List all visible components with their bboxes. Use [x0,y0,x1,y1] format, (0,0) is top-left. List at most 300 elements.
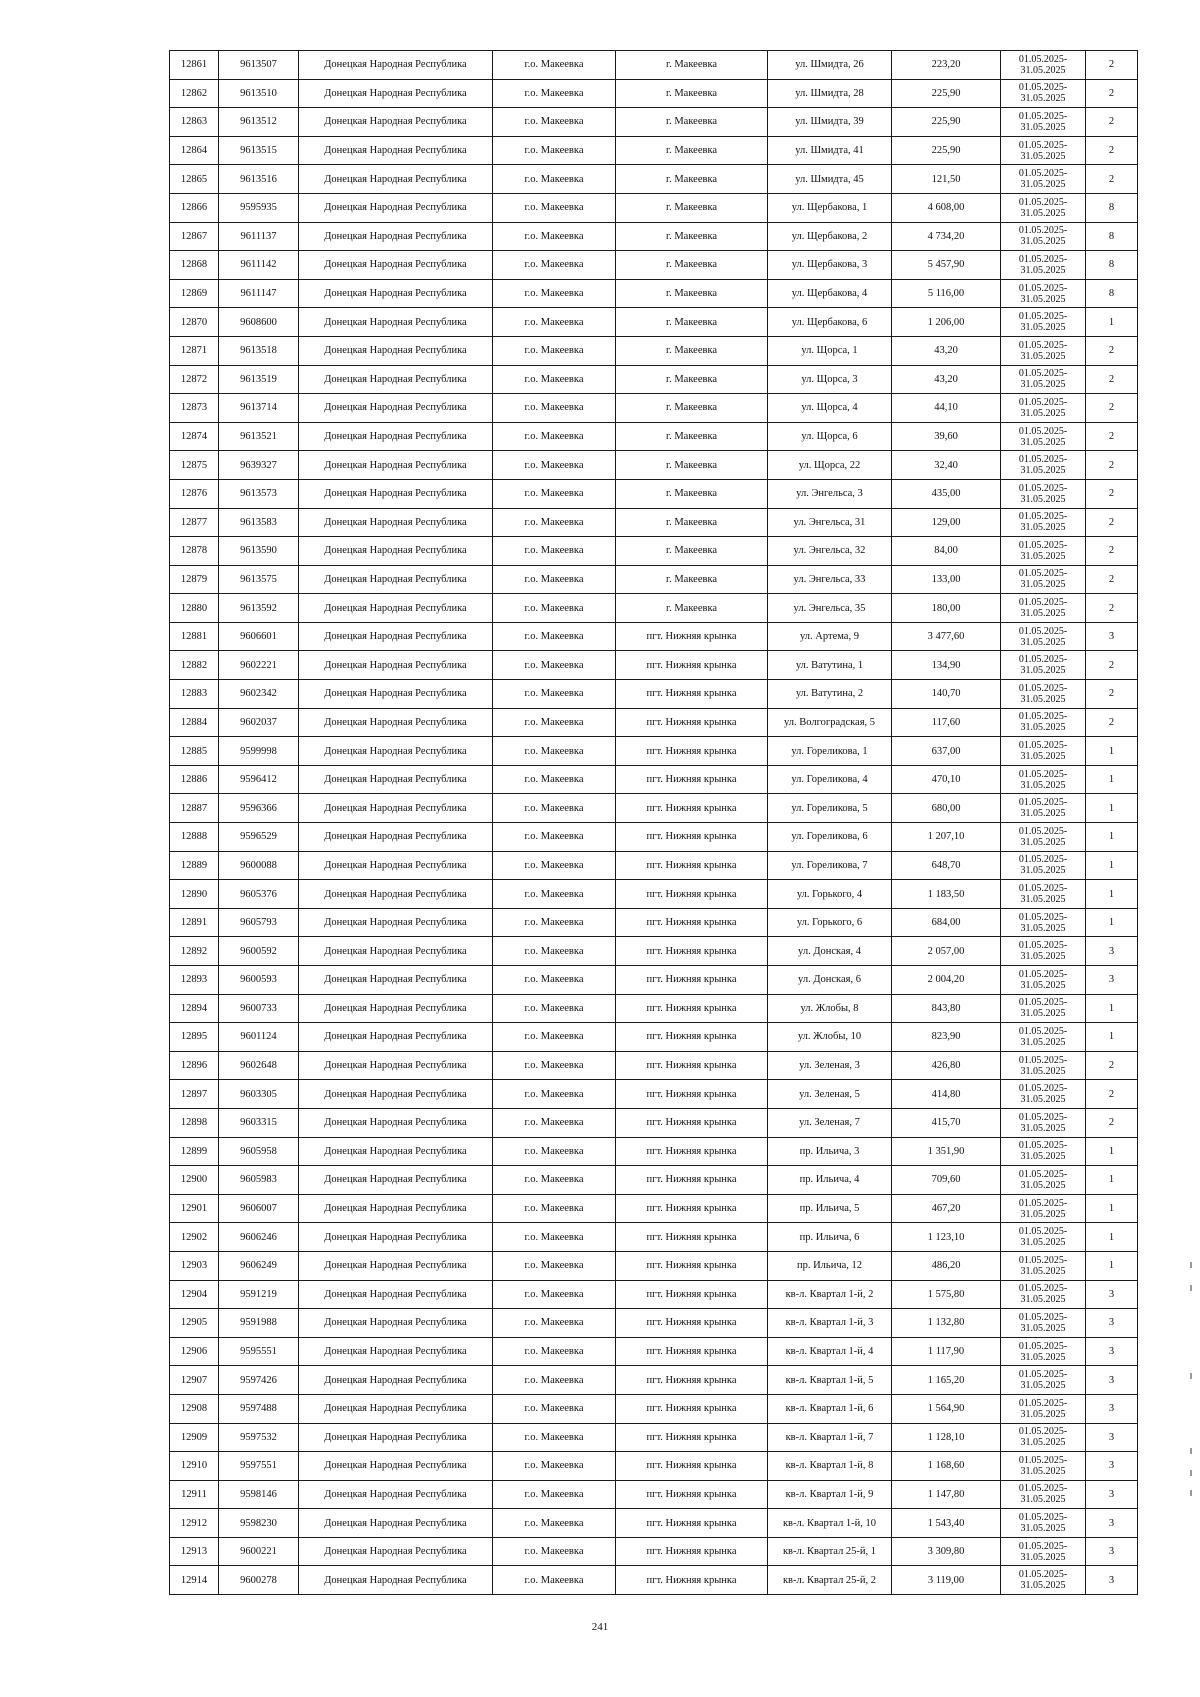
table-row [170,451,1138,480]
region-cell: Донецкая Народная Республика [299,1366,493,1395]
area-cell: 3 119,00 [892,1566,1001,1595]
period-start: 01.05.2025- [1018,454,1068,466]
period-start: 01.05.2025- [1018,1569,1068,1581]
region-cell: Донецкая Народная Республика [299,908,493,937]
count-cell: 2 [1086,1108,1138,1137]
region-cell: Донецкая Народная Республика [299,79,493,108]
period-end: 31.05.2025 [1020,522,1066,534]
address-cell: ул. Жлобы, 8 [768,994,892,1023]
district-cell: г.о. Макеевка [493,51,616,80]
locality-cell: пгт. Нижняя крынка [616,1137,768,1166]
area-cell: 225,90 [892,108,1001,137]
period-cell [1001,508,1086,537]
row-number-cell: 12873 [170,394,219,423]
count-cell: 3 [1086,1480,1138,1509]
period-end: 31.05.2025 [1020,1494,1066,1506]
count-cell: 2 [1086,336,1138,365]
address-cell: ул. Щербакова, 2 [768,222,892,251]
period-start: 01.05.2025- [1018,1369,1068,1381]
region-cell: Донецкая Народная Республика [299,765,493,794]
scan-artifact [1190,1490,1192,1496]
object-code-cell: 9613515 [219,136,299,165]
period-cell [1001,222,1086,251]
row-number-cell: 12887 [170,794,219,823]
period-start: 01.05.2025- [1018,1254,1068,1266]
count-cell: 2 [1086,1080,1138,1109]
address-cell: ул. Донская, 6 [768,966,892,995]
table-row [170,937,1138,966]
row-number-cell: 12872 [170,365,219,394]
district-cell: г.о. Макеевка [493,1394,616,1423]
period-cell [1001,1280,1086,1309]
period-cell [1001,1108,1086,1137]
period-end: 31.05.2025 [1020,436,1066,448]
address-cell: ул. Шмидта, 28 [768,79,892,108]
count-cell: 3 [1086,1394,1138,1423]
area-cell: 39,60 [892,422,1001,451]
row-number-cell: 12876 [170,479,219,508]
region-cell: Донецкая Народная Республика [299,136,493,165]
row-number-cell: 12908 [170,1394,219,1423]
period-end: 31.05.2025 [1020,236,1066,248]
locality-cell: пгт. Нижняя крынка [616,765,768,794]
row-number-cell: 12869 [170,279,219,308]
count-cell: 3 [1086,1452,1138,1481]
district-cell: г.о. Макеевка [493,79,616,108]
address-cell: кв-л. Квартал 1-й, 7 [768,1423,892,1452]
area-cell: 415,70 [892,1108,1001,1137]
period-start: 01.05.2025- [1018,768,1068,780]
table-row [170,1566,1138,1595]
region-cell: Донецкая Народная Республика [299,994,493,1023]
table-row [170,908,1138,937]
locality-cell: пгт. Нижняя крынка [616,1023,768,1052]
area-cell: 426,80 [892,1051,1001,1080]
region-cell: Донецкая Народная Республика [299,565,493,594]
scan-artifact [1190,1448,1192,1454]
district-cell: г.о. Макеевка [493,451,616,480]
locality-cell: пгт. Нижняя крынка [616,1337,768,1366]
address-cell: ул. Гореликова, 6 [768,823,892,852]
object-code-cell: 9603305 [219,1080,299,1109]
period-start: 01.05.2025- [1018,339,1068,351]
table-row [170,365,1138,394]
object-code-cell: 9606601 [219,622,299,651]
period-cell [1001,365,1086,394]
area-cell: 223,20 [892,51,1001,80]
table-row [170,1080,1138,1109]
period-end: 31.05.2025 [1020,407,1066,419]
table-row [170,1509,1138,1538]
region-cell: Донецкая Народная Республика [299,1337,493,1366]
period-start: 01.05.2025- [1018,168,1068,180]
table-row [170,794,1138,823]
object-code-cell: 9605793 [219,908,299,937]
address-cell: ул. Гореликова, 4 [768,765,892,794]
table-row [170,51,1138,80]
period-start: 01.05.2025- [1018,1311,1068,1323]
locality-cell: г. Макеевка [616,108,768,137]
address-cell: ул. Гореликова, 7 [768,851,892,880]
region-cell: Донецкая Народная Республика [299,165,493,194]
period-end: 31.05.2025 [1020,1208,1066,1220]
period-end: 31.05.2025 [1020,1580,1066,1592]
address-cell: ул. Зеленая, 3 [768,1051,892,1080]
area-cell: 1 117,90 [892,1337,1001,1366]
period-start: 01.05.2025- [1018,1140,1068,1152]
district-cell: г.о. Макеевка [493,794,616,823]
count-cell: 2 [1086,508,1138,537]
period-end: 31.05.2025 [1020,379,1066,391]
locality-cell: г. Макеевка [616,308,768,337]
locality-cell: пгт. Нижняя крынка [616,1280,768,1309]
row-number-cell: 12889 [170,851,219,880]
period-cell [1001,1423,1086,1452]
period-start: 01.05.2025- [1018,1340,1068,1352]
district-cell: г.о. Макеевка [493,565,616,594]
district-cell: г.о. Макеевка [493,1309,616,1338]
period-cell [1001,479,1086,508]
object-code-cell: 9602037 [219,708,299,737]
district-cell: г.о. Макеевка [493,1423,616,1452]
table-row [170,308,1138,337]
table-row [170,279,1138,308]
table-row [170,851,1138,880]
table-row [170,1223,1138,1252]
region-cell: Донецкая Народная Республика [299,394,493,423]
scan-artifact [1190,1262,1192,1268]
address-cell: ул. Зеленая, 5 [768,1080,892,1109]
object-code-cell: 9597532 [219,1423,299,1452]
period-start: 01.05.2025- [1018,1226,1068,1238]
area-cell: 823,90 [892,1023,1001,1052]
period-cell [1001,1023,1086,1052]
area-cell: 180,00 [892,594,1001,623]
region-cell: Донецкая Народная Республика [299,1309,493,1338]
count-cell: 1 [1086,1166,1138,1195]
area-cell: 1 351,90 [892,1137,1001,1166]
count-cell: 1 [1086,994,1138,1023]
count-cell: 1 [1086,823,1138,852]
table-row [170,994,1138,1023]
district-cell: г.о. Макеевка [493,136,616,165]
object-code-cell: 9600221 [219,1537,299,1566]
table-row [170,565,1138,594]
table-row [170,651,1138,680]
locality-cell: пгт. Нижняя крынка [616,1080,768,1109]
object-code-cell: 9613519 [219,365,299,394]
object-code-cell: 9601124 [219,1023,299,1052]
table-row [170,1166,1138,1195]
period-end: 31.05.2025 [1020,465,1066,477]
locality-cell: пгт. Нижняя крынка [616,1423,768,1452]
row-number-cell: 12902 [170,1223,219,1252]
area-cell: 1 165,20 [892,1366,1001,1395]
period-end: 31.05.2025 [1020,493,1066,505]
count-cell: 3 [1086,937,1138,966]
row-number-cell: 12890 [170,880,219,909]
period-end: 31.05.2025 [1020,1265,1066,1277]
locality-cell: г. Макеевка [616,279,768,308]
locality-cell: г. Макеевка [616,79,768,108]
period-cell [1001,1480,1086,1509]
table-row [170,79,1138,108]
object-code-cell: 9591988 [219,1309,299,1338]
count-cell: 1 [1086,308,1138,337]
row-number-cell: 12878 [170,537,219,566]
district-cell: г.о. Макеевка [493,765,616,794]
district-cell: г.о. Макеевка [493,394,616,423]
registry-sheet [169,50,1138,1595]
district-cell: г.о. Макеевка [493,422,616,451]
region-cell: Донецкая Народная Республика [299,708,493,737]
period-cell [1001,994,1086,1023]
district-cell: г.о. Макеевка [493,1251,616,1280]
locality-cell: пгт. Нижняя крынка [616,737,768,766]
area-cell: 470,10 [892,765,1001,794]
row-number-cell: 12874 [170,422,219,451]
object-code-cell: 9613521 [219,422,299,451]
area-cell: 1 543,40 [892,1509,1001,1538]
period-cell [1001,966,1086,995]
locality-cell: г. Макеевка [616,594,768,623]
region-cell: Донецкая Народная Республика [299,1023,493,1052]
region-cell: Донецкая Народная Республика [299,479,493,508]
address-cell: ул. Ватутина, 2 [768,680,892,709]
count-cell: 2 [1086,451,1138,480]
period-end: 31.05.2025 [1020,1122,1066,1134]
object-code-cell: 9613575 [219,565,299,594]
count-cell: 2 [1086,79,1138,108]
district-cell: г.о. Макеевка [493,1051,616,1080]
district-cell: г.о. Макеевка [493,1023,616,1052]
row-number-cell: 12879 [170,565,219,594]
count-cell: 1 [1086,1137,1138,1166]
period-cell [1001,1452,1086,1481]
object-code-cell: 9605376 [219,880,299,909]
district-cell: г.о. Макеевка [493,222,616,251]
period-start: 01.05.2025- [1018,1426,1068,1438]
scan-artifact [1190,1285,1192,1291]
address-cell: ул. Донская, 4 [768,937,892,966]
period-start: 01.05.2025- [1018,196,1068,208]
district-cell: г.о. Макеевка [493,994,616,1023]
area-cell: 843,80 [892,994,1001,1023]
row-number-cell: 12895 [170,1023,219,1052]
page-number: 241 [591,1621,609,1633]
region-cell: Донецкая Народная Республика [299,336,493,365]
table-row [170,1452,1138,1481]
period-end: 31.05.2025 [1020,608,1066,620]
count-cell: 3 [1086,1537,1138,1566]
area-cell: 4 608,00 [892,193,1001,222]
period-start: 01.05.2025- [1018,1540,1068,1552]
period-cell [1001,537,1086,566]
district-cell: г.о. Макеевка [493,651,616,680]
locality-cell: г. Макеевка [616,165,768,194]
period-start: 01.05.2025- [1018,282,1068,294]
area-cell: 4 734,20 [892,222,1001,251]
count-cell: 2 [1086,365,1138,394]
object-code-cell: 9613507 [219,51,299,80]
period-end: 31.05.2025 [1020,922,1066,934]
count-cell: 2 [1086,537,1138,566]
period-start: 01.05.2025- [1018,1454,1068,1466]
count-cell: 1 [1086,765,1138,794]
row-number-cell: 12894 [170,994,219,1023]
period-cell [1001,422,1086,451]
count-cell: 2 [1086,594,1138,623]
locality-cell: пгт. Нижняя крынка [616,794,768,823]
address-cell: пр. Ильича, 5 [768,1194,892,1223]
period-cell [1001,1194,1086,1223]
area-cell: 648,70 [892,851,1001,880]
object-code-cell: 9613583 [219,508,299,537]
region-cell: Донецкая Народная Республика [299,308,493,337]
period-start: 01.05.2025- [1018,597,1068,609]
district-cell: г.о. Макеевка [493,308,616,337]
count-cell: 2 [1086,1051,1138,1080]
area-cell: 1 206,00 [892,308,1001,337]
locality-cell: пгт. Нижняя крынка [616,994,768,1023]
address-cell: ул. Артема, 9 [768,622,892,651]
period-cell [1001,1166,1086,1195]
locality-cell: пгт. Нижняя крынка [616,1452,768,1481]
table-row [170,1251,1138,1280]
district-cell: г.о. Макеевка [493,108,616,137]
period-end: 31.05.2025 [1020,1380,1066,1392]
object-code-cell: 9611137 [219,222,299,251]
district-cell: г.о. Макеевка [493,1366,616,1395]
region-cell: Донецкая Народная Республика [299,594,493,623]
address-cell: ул. Шмидта, 45 [768,165,892,194]
region-cell: Донецкая Народная Республика [299,422,493,451]
period-start: 01.05.2025- [1018,511,1068,523]
object-code-cell: 9597551 [219,1452,299,1481]
table-row [170,1280,1138,1309]
period-end: 31.05.2025 [1020,179,1066,191]
area-cell: 3 309,80 [892,1537,1001,1566]
region-cell: Донецкая Народная Республика [299,365,493,394]
row-number-cell: 12880 [170,594,219,623]
period-cell [1001,765,1086,794]
region-cell: Донецкая Народная Республика [299,737,493,766]
period-end: 31.05.2025 [1020,636,1066,648]
period-cell [1001,1051,1086,1080]
region-cell: Донецкая Народная Республика [299,451,493,480]
object-code-cell: 9600592 [219,937,299,966]
district-cell: г.о. Макеевка [493,1166,616,1195]
row-number-cell: 12881 [170,622,219,651]
row-number-cell: 12909 [170,1423,219,1452]
locality-cell: пгт. Нижняя крынка [616,1509,768,1538]
period-start: 01.05.2025- [1018,1168,1068,1180]
district-cell: г.о. Макеевка [493,279,616,308]
table-row [170,1194,1138,1223]
address-cell: ул. Шмидта, 39 [768,108,892,137]
period-start: 01.05.2025- [1018,968,1068,980]
table-row [170,508,1138,537]
table-row [170,594,1138,623]
table-row [170,336,1138,365]
period-cell [1001,451,1086,480]
locality-cell: пгт. Нижняя крынка [616,880,768,909]
object-code-cell: 9613518 [219,336,299,365]
object-code-cell: 9602342 [219,680,299,709]
area-cell: 225,90 [892,79,1001,108]
object-code-cell: 9598230 [219,1509,299,1538]
object-code-cell: 9591219 [219,1280,299,1309]
period-start: 01.05.2025- [1018,1111,1068,1123]
period-end: 31.05.2025 [1020,93,1066,105]
row-number-cell: 12888 [170,823,219,852]
count-cell: 2 [1086,108,1138,137]
area-cell: 2 004,20 [892,966,1001,995]
row-number-cell: 12896 [170,1051,219,1080]
count-cell: 1 [1086,1223,1138,1252]
area-cell: 133,00 [892,565,1001,594]
period-start: 01.05.2025- [1018,997,1068,1009]
period-end: 31.05.2025 [1020,350,1066,362]
period-cell [1001,279,1086,308]
area-cell: 5 457,90 [892,251,1001,280]
table-row [170,1137,1138,1166]
region-cell: Донецкая Народная Республика [299,1137,493,1166]
row-number-cell: 12884 [170,708,219,737]
row-number-cell: 12893 [170,966,219,995]
address-cell: ул. Гореликова, 5 [768,794,892,823]
area-cell: 467,20 [892,1194,1001,1223]
locality-cell: пгт. Нижняя крынка [616,1251,768,1280]
table-row [170,680,1138,709]
count-cell: 2 [1086,165,1138,194]
area-cell: 3 477,60 [892,622,1001,651]
period-start: 01.05.2025- [1018,1054,1068,1066]
locality-cell: пгт. Нижняя крынка [616,823,768,852]
row-number-cell: 12867 [170,222,219,251]
count-cell: 8 [1086,279,1138,308]
address-cell: кв-л. Квартал 1-й, 6 [768,1394,892,1423]
district-cell: г.о. Макеевка [493,1080,616,1109]
object-code-cell: 9608600 [219,308,299,337]
object-code-cell: 9613516 [219,165,299,194]
count-cell: 3 [1086,1309,1138,1338]
row-number-cell: 12903 [170,1251,219,1280]
period-cell [1001,794,1086,823]
period-start: 01.05.2025- [1018,482,1068,494]
object-code-cell: 9600733 [219,994,299,1023]
address-cell: ул. Горького, 6 [768,908,892,937]
period-end: 31.05.2025 [1020,1437,1066,1449]
period-end: 31.05.2025 [1020,121,1066,133]
district-cell: г.о. Макеевка [493,1566,616,1595]
count-cell: 1 [1086,737,1138,766]
period-cell [1001,565,1086,594]
district-cell: г.о. Макеевка [493,165,616,194]
table-row [170,136,1138,165]
period-cell [1001,1309,1086,1338]
address-cell: кв-л. Квартал 25-й, 1 [768,1537,892,1566]
locality-cell: пгт. Нижняя крынка [616,1537,768,1566]
address-cell: ул. Щорса, 4 [768,394,892,423]
period-cell [1001,708,1086,737]
period-cell [1001,622,1086,651]
table-row [170,222,1138,251]
row-number-cell: 12864 [170,136,219,165]
row-number-cell: 12882 [170,651,219,680]
district-cell: г.о. Макеевка [493,851,616,880]
region-cell: Донецкая Народная Республика [299,937,493,966]
